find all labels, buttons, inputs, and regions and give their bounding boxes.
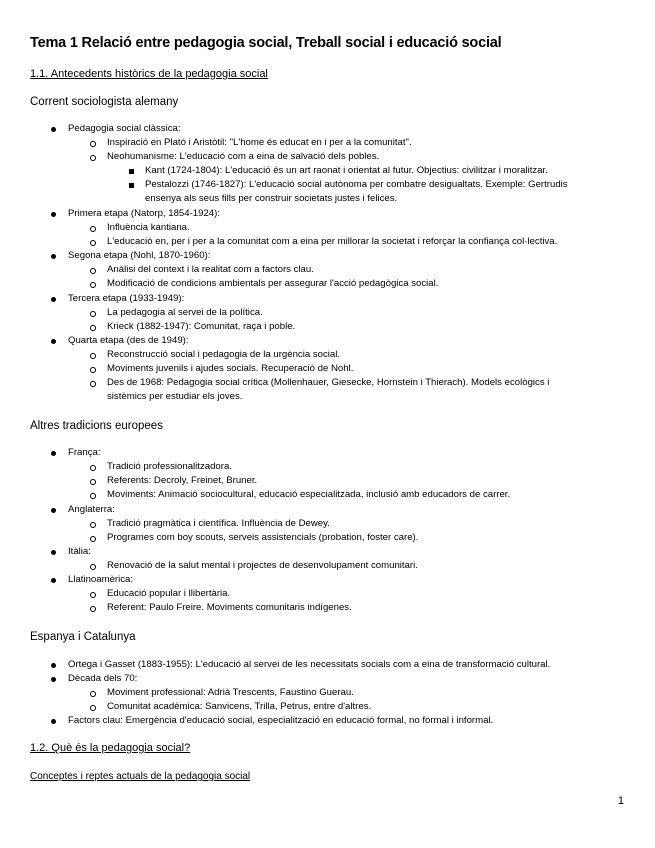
subsection-heading-europees: Altres tradicions europees — [30, 420, 163, 432]
circle-bullet-icon — [90, 522, 96, 528]
circle-bullet-icon — [90, 691, 96, 697]
list-item: Llatinoamèrica: — [68, 574, 134, 585]
list-item: Tradició professionalitzadora. — [107, 461, 232, 472]
bullet-icon — [51, 127, 56, 132]
list-item: Itàlia: — [68, 546, 91, 557]
list-item: Neohumanisme: L'educació com a eina de salvació dels pobles. — [107, 151, 380, 162]
subsection-heading-conceptes: Conceptes i reptes actuals de la pedagogia social — [30, 771, 251, 782]
circle-bullet-icon — [90, 141, 96, 147]
list-item: La pedagogia al servei de la política. — [107, 307, 263, 318]
document-title: Tema 1 Relació entre pedagogia social, Treball social i educació social — [30, 35, 502, 51]
list-item: Inspiració en Plató i Aristòtil: "L'home és educat en i per a la comunitat". — [107, 137, 412, 148]
subsection-heading-alemany: Corrent sociologista alemany — [30, 96, 179, 108]
list-item: Educació popular i llibertària. — [107, 588, 231, 599]
list-item: Segona etapa (Nohl, 1870-1960): — [68, 250, 211, 261]
circle-bullet-icon — [90, 479, 96, 485]
list-item: Anglaterra: — [68, 504, 115, 515]
circle-bullet-icon — [90, 592, 96, 598]
bullet-icon — [51, 663, 56, 668]
bullet-icon — [51, 508, 56, 513]
circle-bullet-icon — [90, 240, 96, 246]
bullet-icon — [51, 212, 56, 217]
list-item: Ortega i Gasset (1883-1955): L'educació al servei de les necessitats socials com a eina de transformació cultural. — [68, 659, 551, 670]
circle-bullet-icon — [90, 268, 96, 274]
list-item: Moviments: Animació sociocultural, educació especialitzada, inclusió amb educadors de carrer. — [107, 489, 511, 500]
page-number: 1 — [617, 795, 624, 807]
list-item: Moviments juvenils i ajudes socials. Recuperació de Nohl. — [107, 363, 354, 374]
bullet-icon — [51, 451, 56, 456]
list-item: França: — [68, 447, 101, 458]
list-item-continuation: sistèmics per estudiar els joves. — [107, 391, 243, 402]
bullet-icon — [51, 677, 56, 682]
circle-bullet-icon — [90, 226, 96, 232]
circle-bullet-icon — [90, 367, 96, 373]
bullet-icon — [51, 339, 56, 344]
circle-bullet-icon — [90, 282, 96, 288]
list-item: Des de 1968: Pedagogia social crítica (Mollenhauer, Giesecke, Hornstein i Thierach). Models ecològics i — [107, 377, 550, 388]
bullet-icon — [51, 578, 56, 583]
bullet-icon — [51, 550, 56, 555]
list-item: Pedagogia social clàssica: — [68, 123, 181, 134]
bullet-icon — [51, 297, 56, 302]
circle-bullet-icon — [90, 564, 96, 570]
list-item: Comunitat acadèmica: Sanvicens, Trilla, Petrus, entre d'altres. — [107, 701, 372, 712]
list-item: Pestalozzi (1746-1827): L'educació social autònoma per combatre desigualtats. Exemple: Gertrudis — [145, 179, 568, 190]
list-item: Moviment professional: Adrià Trescents, Faustino Guerau. — [107, 687, 354, 698]
list-item: Referents: Decroly, Freinet, Bruner. — [107, 475, 258, 486]
list-item: Kant (1724-1804): L'educació és un art raonat i orientat al futur. Objectius: civilitzar i moralitzar. — [145, 165, 548, 176]
list-item: Modificació de condicions ambientals per assegurar l'acció pedagògica social. — [107, 278, 439, 289]
list-item: Dècada dels 70: — [68, 673, 138, 684]
circle-bullet-icon — [90, 155, 96, 161]
list-item: Referent: Paulo Freire. Moviments comunitaris indígenes. — [107, 602, 352, 613]
list-item: Krieck (1882-1947): Comunitat, raça i poble. — [107, 321, 296, 332]
circle-bullet-icon — [90, 311, 96, 317]
circle-bullet-icon — [90, 381, 96, 387]
circle-bullet-icon — [90, 493, 96, 499]
circle-bullet-icon — [90, 325, 96, 331]
circle-bullet-icon — [90, 705, 96, 711]
list-item: Reconstrucció social i pedagogia de la urgència social. — [107, 349, 341, 360]
square-bullet-icon — [129, 183, 134, 188]
list-item: Tercera etapa (1933-1949): — [68, 293, 185, 304]
list-item-continuation: ensenya als seus fills per construir societats justes i felices. — [145, 193, 398, 204]
list-item: Anàlisi del context i la realitat com a factors clau. — [107, 264, 314, 275]
circle-bullet-icon — [90, 536, 96, 542]
list-item: Programes com boy scouts, serveis assistencials (probation, foster care). — [107, 532, 419, 543]
circle-bullet-icon — [90, 606, 96, 612]
circle-bullet-icon — [90, 465, 96, 471]
section-heading-1-1: 1.1. Antecedents històrics de la pedagogia social — [30, 68, 268, 80]
square-bullet-icon — [129, 169, 134, 174]
circle-bullet-icon — [90, 353, 96, 359]
section-heading-1-2: 1.2. Què és la pedagogia social? — [30, 742, 191, 754]
list-item: Factors clau: Emergència d'educació social, especialització en educació formal, no formal i informal. — [68, 715, 494, 726]
list-item: Quarta etapa (des de 1949): — [68, 335, 189, 346]
subsection-heading-espanya: Espanya i Catalunya — [30, 631, 136, 643]
bullet-icon — [51, 254, 56, 259]
list-item: L'educació en, per i per a la comunitat com a eina per millorar la societat i reforçar la confiança col·lectiva. — [107, 236, 558, 247]
list-item: Renovació de la salut mental i projectes de desenvolupament comunitari. — [107, 560, 418, 571]
list-item: Primera etapa (Natorp, 1854-1924): — [68, 208, 220, 219]
bullet-icon — [51, 719, 56, 724]
list-item: Tradició pragmàtica i científica. Influència de Dewey. — [107, 518, 330, 529]
list-item: Influència kantiana. — [107, 222, 190, 233]
